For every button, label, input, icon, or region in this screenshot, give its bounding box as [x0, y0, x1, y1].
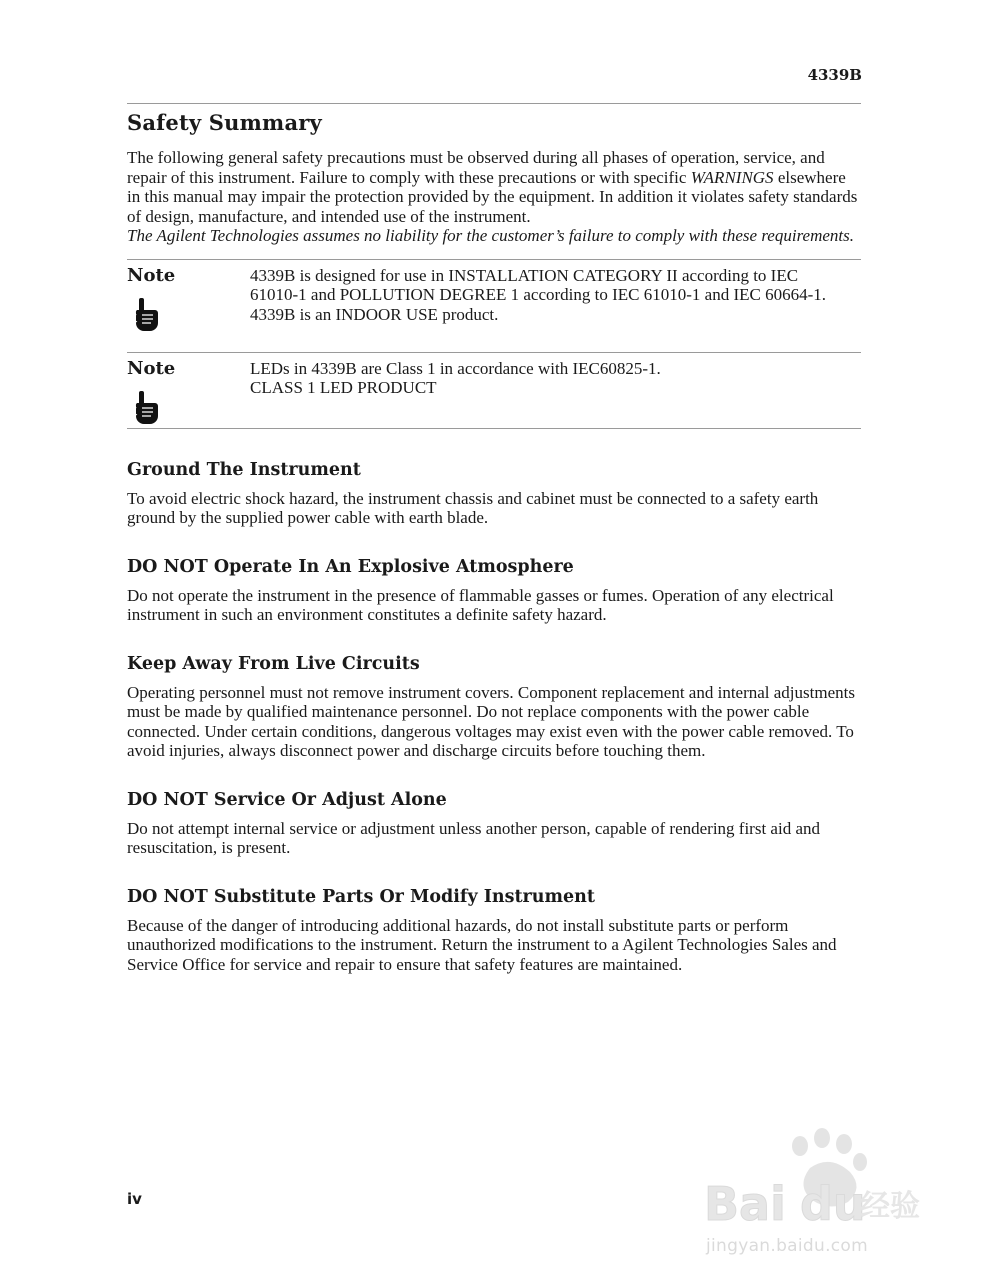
baidu-watermark [700, 1128, 940, 1268]
document-body [127, 108, 861, 974]
header-rule [127, 103, 861, 104]
section-explosive-atmosphere [127, 556, 861, 625]
section-body: Do not operate the instrument in the presence of flammable gasses or fumes. Operation of any electrical instrument in such an environment constitutes a definite safety hazard. [127, 585, 834, 624]
note-line: 61010-1 and POLLUTION DEGREE 1 according to IEC 61010-1 and IEC 60664-1. [250, 285, 827, 304]
note-label: Note [127, 264, 176, 286]
page-title: Safety Summary [127, 110, 322, 135]
header-model-number: 4339B [807, 66, 862, 84]
section-ground-instrument [127, 459, 861, 528]
section-heading: DO NOT Operate In An Explosive Atmosphere [127, 556, 574, 577]
intro-paragraph [127, 148, 861, 226]
intro-text-1: The following general safety precautions must be observed during all phases of operation, service, and repair of this instrument. Failure to comply with these precautions or with specific [127, 148, 825, 187]
paw-icon [700, 1128, 940, 1233]
svg-text:经验: 经验 [860, 1189, 920, 1224]
pointing-hand-icon [133, 391, 159, 425]
section-body: Operating personnel must not remove instrument covers. Component replacement and internal adjustments must be made by qualified maintenance personnel. Do not replace components with the power cable connected. Under certain conditions, dangerous voltages may exist even with the power cable removed. To avoid injuries, always disconnect power and discharge circuits before touching them. [127, 682, 855, 760]
note-label: Note [127, 357, 176, 379]
intro-text-2: elsewhere in this manual may impair the protection provided by the equipment. In addition it violates safety standards of design, manufacture, and intended use of the instrument. [127, 167, 858, 226]
note-line: 4339B is an INDOOR USE product. [250, 304, 499, 324]
watermark-url: jingyan.baidu.com [706, 1236, 868, 1256]
section-body: To avoid electric shock hazard, the instrument chassis and cabinet must be connected to a safety earth ground by the supplied power cable with earth blade. [127, 488, 819, 527]
note-line: CLASS 1 LED PRODUCT [250, 378, 437, 397]
section-body: Because of the danger of introducing additional hazards, do not install substitute parts or perform unauthorized modifications to the instrument. Return the instrument to a Agilent Technologies Sales and Service Office for service and repair to ensure that safety features are maintained. [127, 915, 837, 974]
section-live-circuits [127, 653, 861, 761]
footer-page-number: iv [127, 1190, 142, 1208]
note-line: LEDs in 4339B are Class 1 in accordance with IEC60825-1. [250, 358, 661, 378]
svg-text:Bai: Bai [704, 1177, 786, 1231]
section-heading: DO NOT Substitute Parts Or Modify Instrument [127, 886, 595, 907]
section-heading: Ground The Instrument [127, 459, 361, 480]
section-heading: Keep Away From Live Circuits [127, 653, 420, 674]
section-substitute-parts [127, 886, 861, 975]
section-heading: DO NOT Service Or Adjust Alone [127, 789, 447, 810]
note-installation-category [127, 259, 861, 352]
note-led-class [127, 352, 861, 429]
intro-warnings-emphasis: WARNINGS [690, 167, 774, 187]
section-service-alone [127, 789, 861, 858]
pointing-hand-icon [133, 298, 159, 332]
liability-disclaimer: The Agilent Technologies assumes no liability for the customer’s failure to comply with these requirements. [127, 226, 855, 245]
note-line: 4339B is designed for use in INSTALLATION CATEGORY II according to IEC [250, 265, 799, 285]
svg-text:du: du [800, 1177, 866, 1231]
section-body: Do not attempt internal service or adjustment unless another person, capable of rendering first aid and resuscitation, is present. [127, 818, 820, 857]
